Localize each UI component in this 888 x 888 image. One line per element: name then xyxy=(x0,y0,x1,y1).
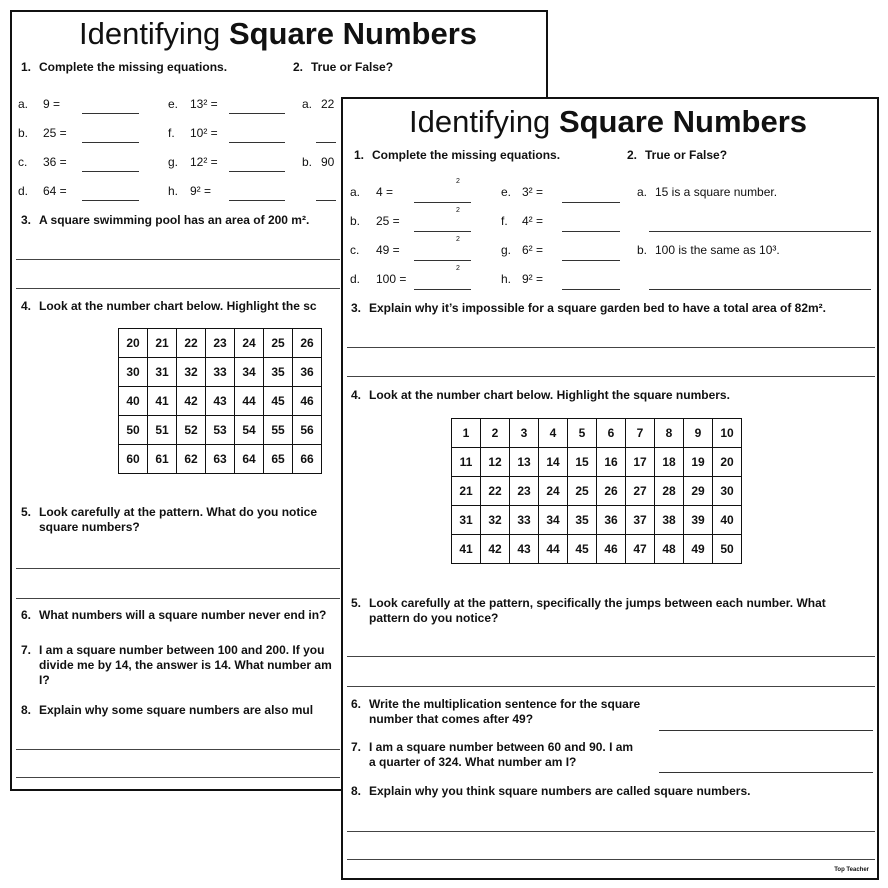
number-chart-row xyxy=(452,506,742,535)
answer-blank[interactable] xyxy=(414,289,471,290)
answer-blank[interactable] xyxy=(562,289,620,290)
answer-blank[interactable] xyxy=(82,142,139,143)
number-cell[interactable]: 36 xyxy=(293,358,322,387)
question-5: 5. Look carefully at the pattern, specifically the jumps between each number. What pattern do you notice? xyxy=(351,596,826,625)
number-cell[interactable]: 17 xyxy=(626,448,655,477)
equation-letter: g. xyxy=(168,155,179,169)
number-chart-row xyxy=(119,445,322,474)
number-chart xyxy=(451,418,742,564)
number-chart xyxy=(118,328,322,474)
number-chart-row xyxy=(119,358,322,387)
number-cell[interactable]: 11 xyxy=(452,448,481,477)
number-chart-row xyxy=(452,448,742,477)
question-8: 8. Explain why you think square numbers are called square numbers. xyxy=(351,784,751,798)
number-cell[interactable]: 7 xyxy=(626,419,655,448)
equation-letter: e. xyxy=(168,97,179,111)
answer-blank[interactable] xyxy=(82,113,139,114)
question-8: 8. Explain why some square numbers are also mul xyxy=(21,703,314,717)
number-cell[interactable]: 38 xyxy=(655,506,684,535)
question-5: 5. Look carefully at the pattern. What do you notice square numbers? xyxy=(21,505,318,534)
number-cell[interactable]: 27 xyxy=(626,477,655,506)
number-cell[interactable]: 43 xyxy=(206,387,235,416)
number-cell[interactable]: 45 xyxy=(264,387,293,416)
number-cell[interactable]: 42 xyxy=(177,387,206,416)
answer-blank[interactable] xyxy=(229,142,285,143)
answer-blank[interactable] xyxy=(562,231,620,232)
worksheet-front xyxy=(341,97,879,880)
number-cell[interactable]: 16 xyxy=(597,448,626,477)
number-cell[interactable]: 3 xyxy=(510,419,539,448)
equation-expression: 6² = xyxy=(522,243,544,257)
equation-expression: 25 = xyxy=(43,126,67,140)
number-cell[interactable]: 40 xyxy=(119,387,148,416)
true-false-letter: a. xyxy=(302,97,313,111)
equation-letter: f. xyxy=(501,214,508,228)
equation-expression: 4 = xyxy=(376,185,394,199)
true-false-letter: b. xyxy=(637,243,648,257)
answer-blank[interactable] xyxy=(414,231,471,232)
number-cell[interactable]: 22 xyxy=(177,329,206,358)
equation-letter: h. xyxy=(501,272,512,286)
equation-expression: 49 = xyxy=(376,243,400,257)
answer-blank[interactable] xyxy=(82,200,139,201)
number-cell[interactable]: 56 xyxy=(293,416,322,445)
number-cell[interactable]: 40 xyxy=(713,506,742,535)
equation-letter: f. xyxy=(168,126,175,140)
superscript-two: 2 xyxy=(456,265,460,272)
number-chart-row xyxy=(452,535,742,564)
true-false-statement: 22 xyxy=(321,97,335,111)
superscript-two: 2 xyxy=(456,236,460,243)
equation-letter: c. xyxy=(350,243,360,257)
question-4: 4. Look at the number chart below. Highlight the square numbers. xyxy=(351,388,730,402)
question-2-heading: 2. True or False? xyxy=(627,148,728,162)
number-cell[interactable]: 43 xyxy=(510,535,539,564)
number-cell[interactable]: 32 xyxy=(481,506,510,535)
answer-blank[interactable] xyxy=(82,171,139,172)
number-cell[interactable]: 60 xyxy=(119,445,148,474)
number-cell[interactable]: 41 xyxy=(148,387,177,416)
number-cell[interactable]: 25 xyxy=(568,477,597,506)
number-cell[interactable]: 21 xyxy=(148,329,177,358)
number-cell[interactable]: 63 xyxy=(206,445,235,474)
number-cell[interactable]: 41 xyxy=(452,535,481,564)
number-cell[interactable]: 10 xyxy=(713,419,742,448)
number-cell[interactable]: 52 xyxy=(177,416,206,445)
answer-line[interactable] xyxy=(16,568,340,569)
answer-blank[interactable] xyxy=(649,231,871,232)
answer-line[interactable] xyxy=(347,859,875,860)
equation-expression: 10² = xyxy=(190,126,218,140)
equation-letter: b. xyxy=(350,214,361,228)
equation-expression: 36 = xyxy=(43,155,67,169)
number-cell[interactable]: 54 xyxy=(235,416,264,445)
number-cell[interactable]: 47 xyxy=(626,535,655,564)
number-cell[interactable]: 46 xyxy=(293,387,322,416)
answer-line[interactable] xyxy=(16,288,340,289)
answer-line[interactable] xyxy=(16,259,340,260)
number-cell[interactable]: 23 xyxy=(510,477,539,506)
number-cell[interactable]: 30 xyxy=(713,477,742,506)
answer-blank[interactable] xyxy=(562,202,620,203)
number-cell[interactable]: 2 xyxy=(481,419,510,448)
answer-line[interactable] xyxy=(347,831,875,832)
number-chart-row xyxy=(119,416,322,445)
equation-expression: 25 = xyxy=(376,214,400,228)
number-cell[interactable]: 6 xyxy=(597,419,626,448)
number-cell[interactable]: 49 xyxy=(684,535,713,564)
equation-expression: 100 = xyxy=(376,272,407,286)
number-cell[interactable]: 24 xyxy=(235,329,264,358)
answer-line[interactable] xyxy=(347,376,875,377)
question-6: 6. What numbers will a square number never end in? xyxy=(21,608,327,622)
number-cell[interactable]: 45 xyxy=(568,535,597,564)
answer-line[interactable] xyxy=(347,347,875,348)
number-cell[interactable]: 31 xyxy=(148,358,177,387)
answer-blank[interactable] xyxy=(562,260,620,261)
number-cell[interactable]: 20 xyxy=(713,448,742,477)
answer-blank[interactable] xyxy=(229,200,285,201)
number-cell[interactable]: 28 xyxy=(655,477,684,506)
answer-blank[interactable] xyxy=(414,202,471,203)
superscript-two: 2 xyxy=(456,178,460,185)
equation-letter: b. xyxy=(18,126,29,140)
number-cell[interactable]: 31 xyxy=(452,506,481,535)
number-cell[interactable]: 9 xyxy=(684,419,713,448)
number-cell[interactable]: 32 xyxy=(177,358,206,387)
answer-blank[interactable] xyxy=(659,772,873,773)
equation-expression: 9² = xyxy=(522,272,544,286)
number-cell[interactable]: 4 xyxy=(539,419,568,448)
answer-blank[interactable] xyxy=(659,730,873,731)
number-cell[interactable]: 36 xyxy=(597,506,626,535)
answer-blank[interactable] xyxy=(649,289,871,290)
number-cell[interactable]: 53 xyxy=(206,416,235,445)
number-cell[interactable]: 50 xyxy=(713,535,742,564)
equation-expression: 13² = xyxy=(190,97,218,111)
equation-expression: 9² = xyxy=(190,184,212,198)
brand-logo: Top Teacher xyxy=(834,867,869,873)
number-cell[interactable]: 44 xyxy=(235,387,264,416)
number-cell[interactable]: 30 xyxy=(119,358,148,387)
answer-blank[interactable] xyxy=(316,142,336,143)
number-cell[interactable]: 13 xyxy=(510,448,539,477)
number-cell[interactable]: 21 xyxy=(452,477,481,506)
question-7: 7. I am a square number between 100 and 200. If you divide me by 14, the answer is 14. What number am I? xyxy=(21,643,332,687)
answer-line[interactable] xyxy=(16,749,340,750)
equation-letter: g. xyxy=(501,243,512,257)
equation-letter: h. xyxy=(168,184,179,198)
question-3: 3. Explain why it’s impossible for a square garden bed to have a total area of 82m². xyxy=(351,301,827,315)
number-cell[interactable]: 42 xyxy=(481,535,510,564)
equation-letter: a. xyxy=(350,185,361,199)
equation-letter: d. xyxy=(18,184,29,198)
answer-blank[interactable] xyxy=(414,260,471,261)
number-cell[interactable]: 51 xyxy=(148,416,177,445)
number-cell[interactable]: 55 xyxy=(264,416,293,445)
number-chart-row xyxy=(452,419,742,448)
number-cell[interactable]: 33 xyxy=(206,358,235,387)
equation-letter: d. xyxy=(350,272,361,286)
number-cell[interactable]: 23 xyxy=(206,329,235,358)
true-false-statement: 15 is a square number. xyxy=(655,185,778,199)
true-false-letter: a. xyxy=(637,185,648,199)
answer-blank[interactable] xyxy=(229,171,285,172)
number-cell[interactable]: 48 xyxy=(655,535,684,564)
number-cell[interactable]: 19 xyxy=(684,448,713,477)
number-cell[interactable]: 25 xyxy=(264,329,293,358)
question-1-heading: 1. Complete the missing equations. xyxy=(21,60,228,74)
answer-line[interactable] xyxy=(347,686,875,687)
number-cell[interactable]: 66 xyxy=(293,445,322,474)
number-cell[interactable]: 35 xyxy=(568,506,597,535)
question-3: 3. A square swimming pool has an area of 200 m². xyxy=(21,213,310,227)
number-cell[interactable]: 15 xyxy=(568,448,597,477)
question-4: 4. Look at the number chart below. Highlight the sc xyxy=(21,299,317,313)
number-cell[interactable]: 44 xyxy=(539,535,568,564)
question-6: 6. Write the multiplication sentence for the square number that comes after 49? xyxy=(351,697,641,726)
answer-line[interactable] xyxy=(16,598,340,599)
number-cell[interactable]: 34 xyxy=(539,506,568,535)
number-cell[interactable]: 50 xyxy=(119,416,148,445)
equation-expression: 3² = xyxy=(522,185,544,199)
number-cell[interactable]: 20 xyxy=(119,329,148,358)
equation-expression: 9 = xyxy=(43,97,61,111)
number-cell[interactable]: 5 xyxy=(568,419,597,448)
number-cell[interactable]: 37 xyxy=(626,506,655,535)
worksheet-title: Identifying Square Numbers xyxy=(78,16,478,51)
number-cell[interactable]: 34 xyxy=(235,358,264,387)
number-cell[interactable]: 35 xyxy=(264,358,293,387)
number-cell[interactable]: 39 xyxy=(684,506,713,535)
question-1-heading: 1. Complete the missing equations. xyxy=(354,148,561,162)
answer-blank[interactable] xyxy=(316,200,336,201)
number-cell[interactable]: 29 xyxy=(684,477,713,506)
number-cell[interactable]: 62 xyxy=(177,445,206,474)
worksheet-title: Identifying Square Numbers xyxy=(408,104,808,139)
number-cell[interactable]: 8 xyxy=(655,419,684,448)
question-2-heading: 2. True or False? xyxy=(293,60,394,74)
number-cell[interactable]: 24 xyxy=(539,477,568,506)
answer-blank[interactable] xyxy=(229,113,285,114)
number-cell[interactable]: 64 xyxy=(235,445,264,474)
number-cell[interactable]: 12 xyxy=(481,448,510,477)
number-cell[interactable]: 14 xyxy=(539,448,568,477)
equation-letter: a. xyxy=(18,97,29,111)
superscript-two: 2 xyxy=(456,207,460,214)
equation-letter: c. xyxy=(18,155,28,169)
question-7: 7. I am a square number between 60 and 90. I am a quarter of 324. What number am I? xyxy=(351,740,634,769)
number-chart-row xyxy=(119,329,322,358)
number-cell[interactable]: 61 xyxy=(148,445,177,474)
number-chart-row xyxy=(119,387,322,416)
equation-expression: 4² = xyxy=(522,214,544,228)
number-cell[interactable]: 46 xyxy=(597,535,626,564)
number-chart-row xyxy=(452,477,742,506)
true-false-statement: 100 is the same as 10³. xyxy=(655,243,780,257)
number-cell[interactable]: 26 xyxy=(597,477,626,506)
equation-expression: 12² = xyxy=(190,155,218,169)
number-cell[interactable]: 33 xyxy=(510,506,539,535)
number-cell[interactable]: 26 xyxy=(293,329,322,358)
true-false-letter: b. xyxy=(302,155,313,169)
true-false-statement: 90 xyxy=(321,155,335,169)
equation-expression: 64 = xyxy=(43,184,67,198)
answer-line[interactable] xyxy=(347,656,875,657)
number-cell[interactable]: 1 xyxy=(452,419,481,448)
number-cell[interactable]: 65 xyxy=(264,445,293,474)
answer-line[interactable] xyxy=(16,777,340,778)
number-cell[interactable]: 22 xyxy=(481,477,510,506)
number-cell[interactable]: 18 xyxy=(655,448,684,477)
equation-letter: e. xyxy=(501,185,512,199)
